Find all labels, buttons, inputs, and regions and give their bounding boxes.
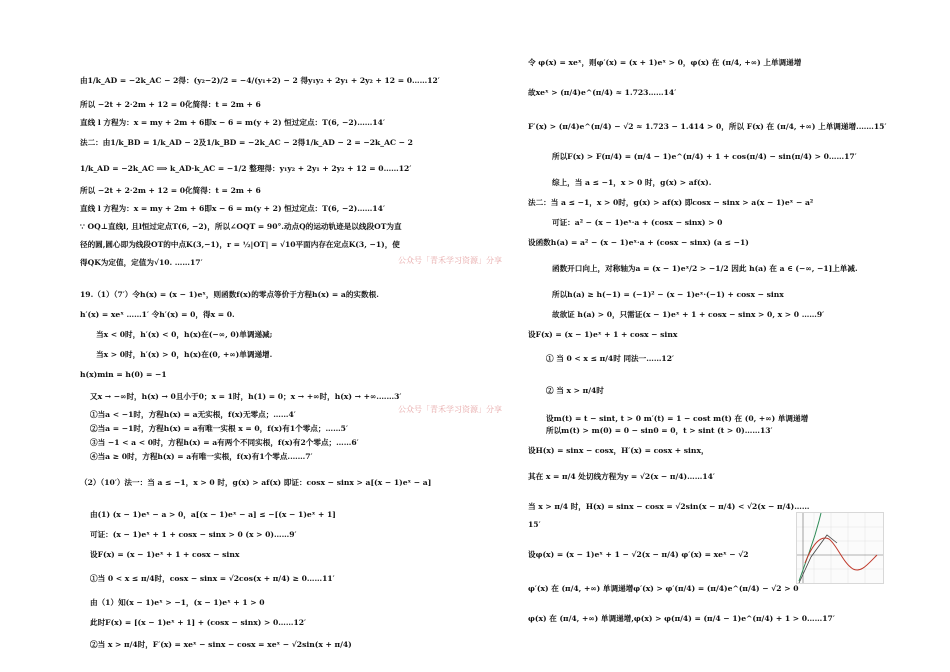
right-line-7: 可证：a² − (x − 1)eˣ·a + (cosx − sinx) > 0 — [552, 218, 723, 227]
left-line-24: 设F(x) = (x − 1)eˣ + 1 + cosx − sinx — [90, 550, 240, 559]
left-line-11: 19.（1）（7′）令h(x) = (x − 1)eˣ，则函数f(x)的零点等价于方程h(x) = a的实数根. — [80, 290, 379, 299]
left-line-25: ①当 0 < x ≤ π/4时，cosx − sinx = √2cos(x + π/4) ≥ 0……11′ — [90, 574, 335, 583]
left-line-27: 此时F(x) = [(x − 1)eˣ + 1] + (cosx − sinx) > 0……12′ — [90, 618, 307, 627]
right-line-2: 故xeˣ > (π/4)e^(π/4) ≈ 1.723……14′ — [528, 88, 677, 97]
left-line-26: 由（1）知(x − 1)eˣ > −1，(x − 1)eˣ + 1 > 0 — [90, 598, 265, 607]
right-line-14: ② 当 x > π/4时 — [546, 386, 604, 395]
right-line-1: 令 φ(x) = xeˣ，则φ′(x) = (x + 1)eˣ > 0，φ(x) 在 (π/4, +∞) 上单调递增 — [528, 58, 802, 67]
left-line-1: 由1/k_AD = −2k_AC − 2得：(y₂−2)/2 = −4/(y₁+2) − 2 得y₁y₂ + 2y₁ + 2y₂ + 12 = 0……12′ — [80, 76, 440, 85]
right-line-3: F′(x) > (π/4)e^(π/4) − √2 ≈ 1.723 − 1.414 > 0，所以 F(x) 在 (π/4, +∞) 上单调递增.……15′ — [528, 122, 887, 131]
left-line-16: 又x → −∞时，h(x) → 0且小于0；x = 1时，h(1) = 0；x → +∞时，h(x) → +∞.……3′ — [90, 392, 402, 401]
left-line-4: 法二：由1/k_BD = 1/k_AD − 2及1/k_BD = −2k_AC − 2得1/k_AD − 2 = −2k_AC − 2 — [80, 138, 413, 147]
right-line-13: ① 当 0 < x ≤ π/4时 同法一……12′ — [546, 354, 674, 363]
graph-red-curve — [805, 538, 877, 570]
left-line-20: ④当a ≥ 0时，方程h(x) = a有唯一实根，f(x)有1个零点.……7′ — [90, 452, 313, 461]
left-line-14: 当x > 0时，h′(x) > 0，h(x)在(0, +∞)单调递增. — [96, 350, 273, 359]
right-line-8: 设函数h(a) = a² − (x − 1)eˣ·a + (cosx − sinx) (a ≤ −1) — [528, 238, 749, 247]
left-line-7: 直线 l 方程为：x = my + 2m + 6即x − 6 = m(y + 2) 恒过定点：T(6, −2)……14′ — [80, 204, 385, 213]
left-line-8: ∵ OQ⊥直线l, 且l恒过定点T(6, −2)，所以∠OQT = 90°.动点Q的运动轨迹是以线段OT为直 — [80, 222, 402, 231]
left-line-22: 由(1) (x − 1)eˣ − a > 0，a[(x − 1)eˣ − a] ≤ −[(x − 1)eˣ + 1] — [90, 510, 336, 519]
watermark-bottom: 公众号「青禾学习资源」分享 — [398, 405, 502, 414]
right-line-20: 15′ — [528, 520, 541, 529]
left-line-19: ③当 −1 < a < 0时，方程h(x) = a有两个不同实根，f(x)有2个零点；……6′ — [90, 438, 359, 447]
right-line-15: 设m(t) = t − sint, t > 0 m′(t) = 1 − cost m(t) 在 (0, +∞) 单调递增 — [546, 414, 809, 423]
right-line-16: 所以m(t) > m(0) = 0 − sin0 = 0，t > sint (t > 0)……13′ — [546, 426, 773, 435]
left-line-2: 所以 −2t + 2·2m + 12 = 0化简得：t = 2m + 6 — [80, 100, 261, 109]
graph-green-curve — [799, 513, 821, 581]
right-line-6: 法二：当 a ≤ −1，x > 0时，g(x) > af(x) 即cosx − sinx > a(x − 1)eˣ − a² — [528, 198, 814, 207]
right-line-23: φ(x) 在 (π/4, +∞) 单调递增,φ(x) > φ(π/4) = (π/4 − 1)e^(π/4) + 1 > 0……17′ — [528, 614, 835, 623]
left-line-6: 所以 −2t + 2·2m + 12 = 0化简得：t = 2m + 6 — [80, 186, 261, 195]
left-line-23: 可证：(x − 1)eˣ + 1 + cosx − sinx > 0 (x > 0)……9′ — [90, 530, 297, 539]
right-line-12: 设F(x) = (x − 1)eˣ + 1 + cosx − sinx — [528, 330, 678, 339]
left-line-28: ②当 x > π/4时，F′(x) = xeˣ − sinx − cosx = xeˣ − √2sin(x + π/4) — [90, 640, 352, 649]
left-line-3: 直线 l 方程为：x = my + 2m + 6即x − 6 = m(y + 2) 恒过定点：T(6, −2)……14′ — [80, 118, 385, 127]
right-line-18: 其在 x = π/4 处切线方程为y = √2(x − π/4)……14′ — [528, 472, 715, 481]
left-line-18: ②当a = −1时，方程h(x) = a有唯一实根 x = 0，f(x)有1个零点；……5′ — [90, 424, 348, 433]
function-graph — [796, 512, 884, 584]
right-line-17: 设H(x) = sinx − cosx，H′(x) = cosx + sinx， — [528, 446, 709, 455]
left-line-17: ①当a < −1时，方程h(x) = a无实根，f(x)无零点；……4′ — [90, 410, 296, 419]
right-line-9: 函数开口向上，对称轴为a = (x − 1)eˣ/2 > −1/2 因此 h(a) 在 a ∈ (−∞, −1]上单减. — [552, 264, 858, 273]
left-line-15: h(x)min = h(0) = −1 — [80, 370, 167, 379]
left-line-12: h′(x) = xeˣ ……1′ 令h′(x) = 0，得x = 0. — [80, 310, 235, 319]
right-line-21: 设φ(x) = (x − 1)eˣ + 1 − √2(x − π/4) φ′(x) = xeˣ − √2 — [528, 550, 749, 559]
right-line-19: 当 x > π/4 时，H(x) = sinx − cosx = √2sin(x − π/4) < √2(x − π/4)…… — [528, 502, 810, 511]
left-line-21: （2）（10′）法一：当 a ≤ −1，x > 0 时，g(x) > af(x) 即证：cosx − sinx > a[(x − 1)eˣ − a] — [80, 478, 432, 487]
right-line-5: 综上，当 a ≤ −1，x > 0 时，g(x) > af(x). — [552, 178, 712, 187]
watermark-top: 公众号「青禾学习资源」分享 — [398, 256, 502, 265]
right-line-11: 故欲证 h(a) > 0，只需证(x − 1)eˣ + 1 + cosx − sinx > 0, x > 0 ……9′ — [552, 310, 825, 319]
function-graph-svg — [797, 513, 883, 583]
right-line-10: 所以h(a) ≥ h(−1) = (−1)² − (x − 1)eˣ·(−1) + cosx − sinx — [552, 290, 784, 299]
right-line-22: φ′(x) 在 (π/4, +∞) 单调递增φ′(x) > φ′(π/4) = (π/4)e^(π/4) − √2 > 0 — [528, 584, 799, 593]
graph-grid — [797, 513, 883, 583]
left-line-10: 得QK为定值，定值为√10. ……17′ — [80, 258, 203, 267]
right-line-4: 所以F(x) > F(π/4) = (π/4 − 1)e^(π/4) + 1 + cos(π/4) − sin(π/4) > 0……17′ — [552, 152, 857, 161]
left-line-13: 当x < 0时，h′(x) < 0，h(x)在(−∞, 0)单调递减; — [96, 330, 273, 339]
graph-tangent-line — [799, 535, 837, 583]
left-line-5: 1/k_AD = −2k_AC ⟹ k_AD·k_AC = −1/2 整理得：y₁y₂ + 2y₁ + 2y₂ + 12 = 0……12′ — [80, 164, 412, 173]
left-line-9: 径的圆,圆心即为线段OT的中点K(3,−1)，r = ½|OT| = √10平面内存在定点K(3, −1)，使 — [80, 240, 400, 249]
